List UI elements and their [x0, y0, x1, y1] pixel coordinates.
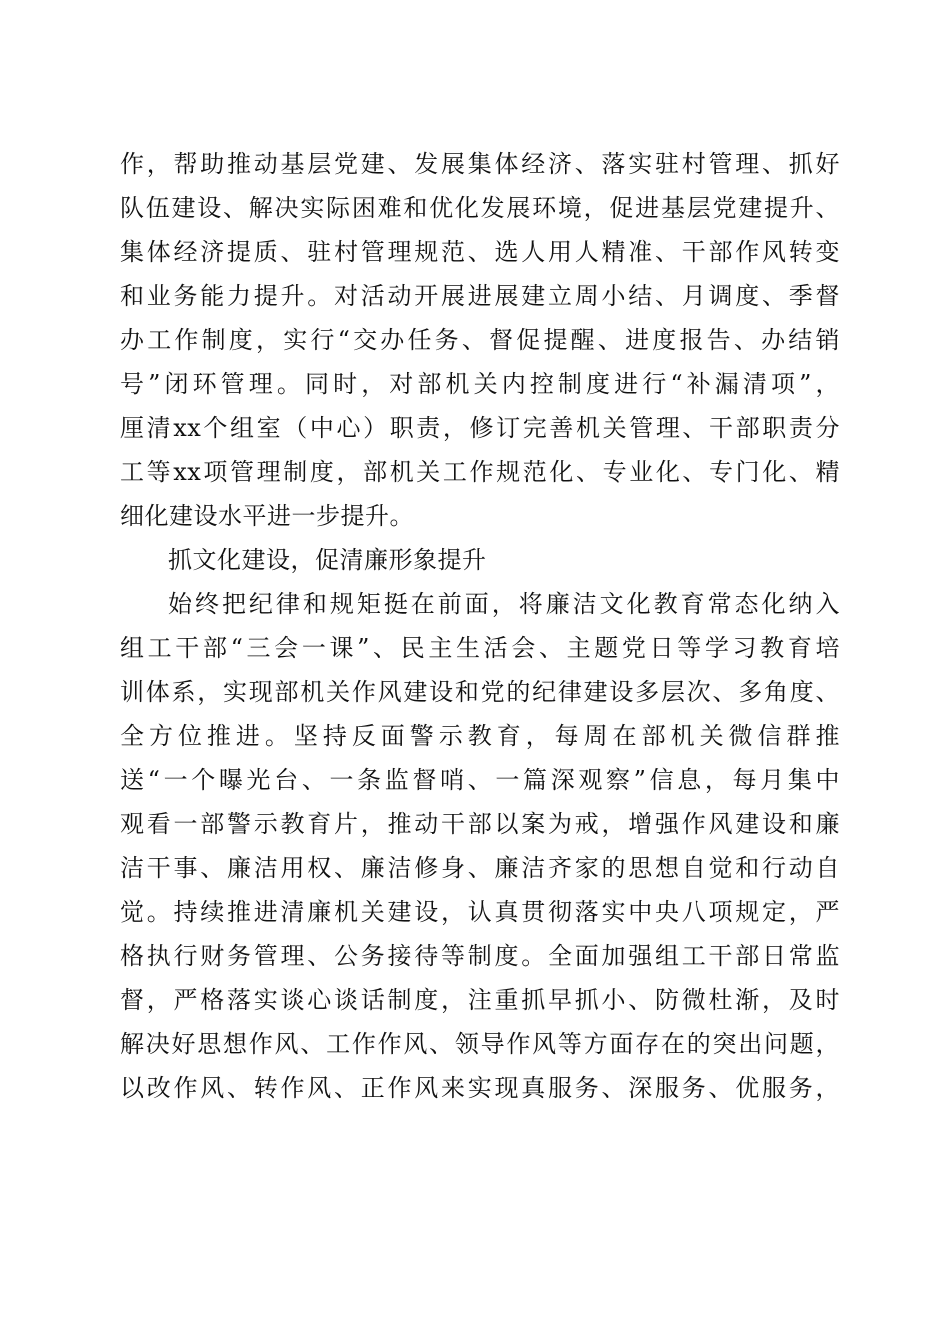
- text-line: 洁干事、廉洁用权、廉洁修身、廉洁齐家的思想自觉和行动自: [120, 854, 840, 882]
- document-body: [120, 142, 840, 1110]
- text-line: 以改作风、转作风、正作风来实现真服务、深服务、优服务，: [120, 1074, 840, 1102]
- text-line: 全方位推进。坚持反面警示教育，每周在部机关微信群推: [120, 722, 840, 750]
- text-line: 组工干部“三会一课”、民主生活会、主题党日等学习教育培: [120, 634, 840, 662]
- text-line: 厘清xx个组室（中心）职责，修订完善机关管理、干部职责分: [120, 414, 840, 442]
- text-line: 作，帮助推动基层党建、发展集体经济、落实驻村管理、抓好: [120, 150, 840, 178]
- text-line: 送“一个曝光台、一条监督哨、一篇深观察”信息，每月集中: [120, 766, 840, 794]
- text-line: 觉。持续推进清廉机关建设，认真贯彻落实中央八项规定，严: [120, 898, 840, 926]
- text-line: 细化建设水平进一步提升。: [120, 502, 414, 530]
- text-line: 队伍建设、解决实际困难和优化发展环境，促进基层党建提升、: [120, 194, 840, 222]
- text-line: 格执行财务管理、公务接待等制度。全面加强组工干部日常监: [120, 942, 840, 970]
- text-line: 始终把纪律和规矩挺在前面，将廉洁文化教育常态化纳入: [168, 590, 840, 618]
- text-line: 集体经济提质、驻村管理规范、选人用人精准、干部作风转变: [120, 238, 840, 266]
- paragraph-1: [120, 142, 840, 538]
- text-line: 号”闭环管理。同时，对部机关内控制度进行“补漏清项”，: [120, 370, 840, 398]
- paragraph-2: [120, 582, 840, 1110]
- text-line: 督，严格落实谈心谈话制度，注重抓早抓小、防微杜渐，及时: [120, 986, 840, 1014]
- text-line: 和业务能力提升。对活动开展进展建立周小结、月调度、季督: [120, 282, 840, 310]
- text-line: 办工作制度，实行“交办任务、督促提醒、进度报告、办结销: [120, 326, 840, 354]
- text-line: 观看一部警示教育片，推动干部以案为戒，增强作风建设和廉: [120, 810, 840, 838]
- text-line: 训体系，实现部机关作风建设和党的纪律建设多层次、多角度、: [120, 678, 840, 706]
- section-heading: 抓文化建设，促清廉形象提升: [168, 546, 487, 574]
- text-line: 解决好思想作风、工作作风、领导作风等方面存在的突出问题，: [120, 1030, 840, 1058]
- text-line: 工等xx项管理制度，部机关工作规范化、专业化、专门化、精: [120, 458, 840, 486]
